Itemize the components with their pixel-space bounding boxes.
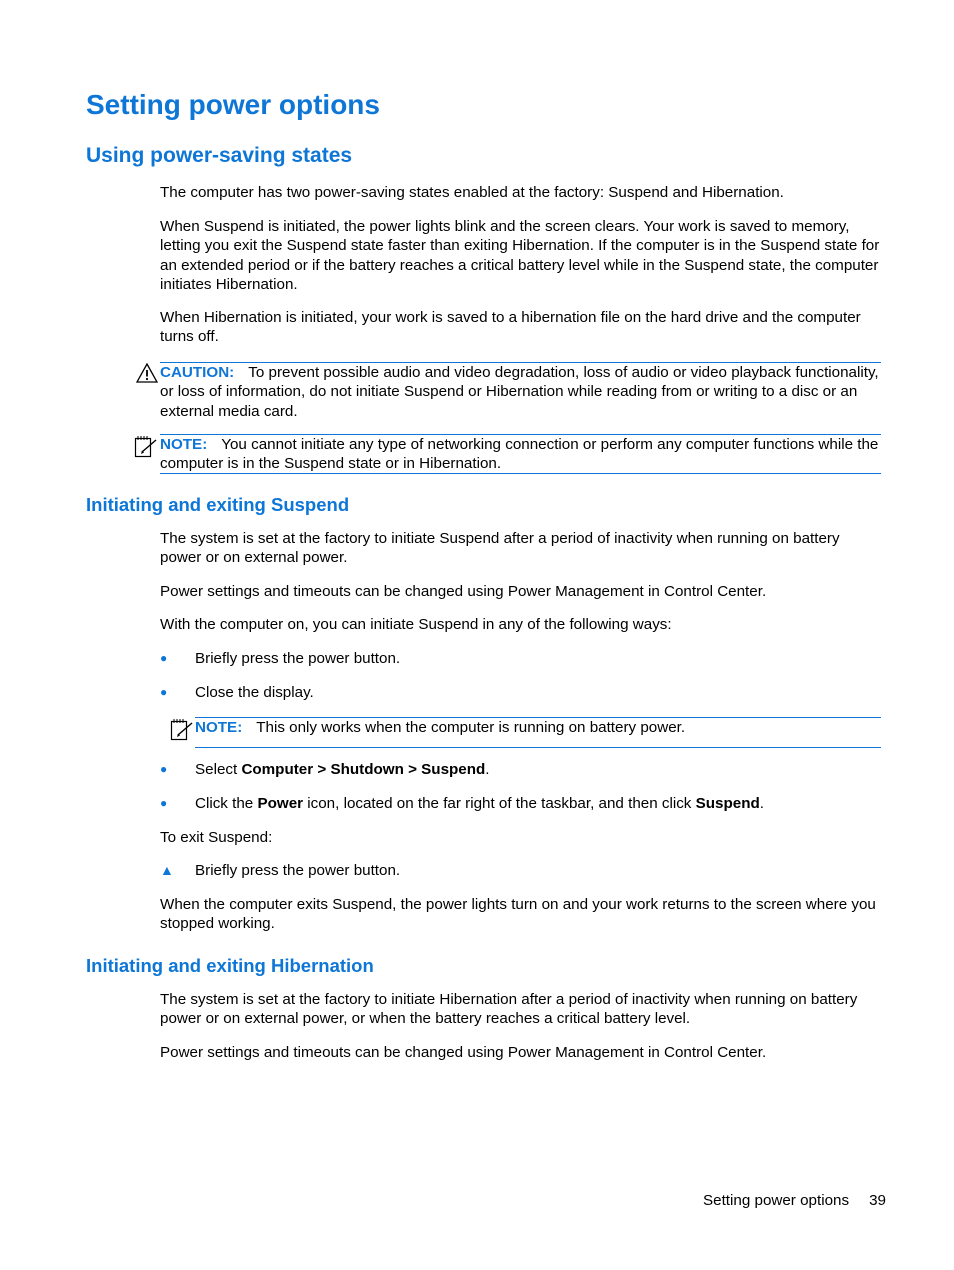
paragraph-hibernation-factory: The system is set at the factory to initiate Hibernation after a period of inactivity when running on battery power or on external power, or when the battery reaches a critical battery level. (160, 991, 858, 1028)
note-icon (134, 435, 158, 464)
paragraph-exit-label: To exit Suspend: (160, 829, 273, 846)
footer-section: Setting power options (703, 1192, 850, 1209)
document-page: Setting power options Using power-saving states The computer has two power-saving states enabled at the factory: Suspend and Hibernation. When Suspend is initiated, the power lights blink and the screen clears. Your work is saved to memory, letting you exit the Suspend state faster than exiting Hibernation. If the computer is in the Suspend state for an extended period or if the battery reaches a critical battery level while in the Suspend state, the computer initiates Hibernation. When Hibernation is initiated, your work is saved to a hibernation file on the hard drive and the computer turns off. CAUTION: To prevent possible audio and video degradation, loss of audio or video playback functionality, or loss of information, do not initiate Suspend or Hibernation while reading from or writing to a disc or an external media card. NOTE: You cannot initiate any type of networking connection or perform any computer functions while the computer is in the Suspend state or in Hibernation. Initiating and exiting Suspend The system is set at the factory to initiate Suspend after a period of inactivity when running on battery power or on external power. Power settings and timeouts can be changed using Power Management in Control Center. With the computer on, you can initiate Suspend in any of the following ways: ● Briefly press the power button. ● Close the display. NOTE: This only works when the computer is running on battery power. ● Select Computer > Shutdown > Suspend. ● Click the Power icon, located on the far right of the taskbar, and then click Suspend. To exit Suspend: ▲ Briefly press the power button. When the computer exits Suspend, the power lights turn on and your work returns to the screen where you stopped working. Initiating and exiting Hibernation The system is set at the factory to initiate Hibernation after a period of inactivity when running on battery power or on external power, or when the battery reaches a critical battery level. Power settings and timeouts can be changed using Power Management in Control Center. Setting power options 39 (86, 89, 886, 1209)
note-icon (170, 718, 194, 747)
page-footer (703, 1192, 886, 1209)
paragraph-intro: The computer has two power-saving states enabled at the factory: Suspend and Hibernation. (160, 184, 784, 201)
bullet-icon: ● (160, 685, 168, 699)
note-label: NOTE: (195, 719, 243, 736)
page-number: 39 (869, 1192, 886, 1209)
paragraph-exit-suspend: When the computer exits Suspend, the power lights turn on and your work returns to the screen where you stopped working. (160, 896, 876, 933)
subsection-heading-hibernation: Initiating and exiting Hibernation (86, 955, 374, 976)
section-heading: Using power-saving states (86, 144, 353, 167)
note-callout (160, 434, 881, 474)
paragraph-suspend: When Suspend is initiated, the power lights blink and the screen clears. Your work is saved to memory, letting you exit the Suspend state faster than exiting Hibernation. If the computer is in the Suspend state for an extended period or if the battery reaches a critical battery level while in the Suspend state, the computer initiates Hibernation. (160, 218, 880, 293)
page-title: Setting power options (86, 89, 380, 120)
caution-icon (136, 363, 158, 388)
note-text: You cannot initiate any type of networking connection or perform any computer functions while the computer is in the Suspend state or in Hibernation. (160, 436, 879, 473)
caution-callout (160, 362, 881, 419)
subsection-heading-suspend: Initiating and exiting Suspend (86, 494, 350, 515)
bullet-icon: ● (160, 651, 168, 665)
paragraph-suspend-ways: With the computer on, you can initiate Suspend in any of the following ways: (160, 616, 672, 633)
paragraph-suspend-factory: The system is set at the factory to initiate Suspend after a period of inactivity when running on battery power or on external power. (160, 530, 840, 567)
caution-text: To prevent possible audio and video degradation, loss of audio or video playback functionality, or loss of information, do not initiate Suspend or Hibernation while reading from or writing to a disc or an external media card. (160, 364, 879, 420)
paragraph-hibernation: When Hibernation is initiated, your work is saved to a hibernation file on the hard drive and the computer turns off. (160, 309, 861, 346)
note-text: This only works when the computer is running on battery power. (256, 719, 686, 736)
note-callout-battery (195, 717, 881, 748)
caution-label: CAUTION: (160, 364, 235, 381)
note-label: NOTE: (160, 436, 208, 453)
bullet-icon: ● (160, 762, 168, 776)
step-triangle-icon: ▲ (160, 862, 174, 878)
bullet-icon: ● (160, 796, 168, 810)
paragraph-power-settings: Power settings and timeouts can be changed using Power Management in Control Center. (160, 583, 767, 600)
paragraph-power-settings-2: Power settings and timeouts can be changed using Power Management in Control Center. (160, 1044, 767, 1061)
